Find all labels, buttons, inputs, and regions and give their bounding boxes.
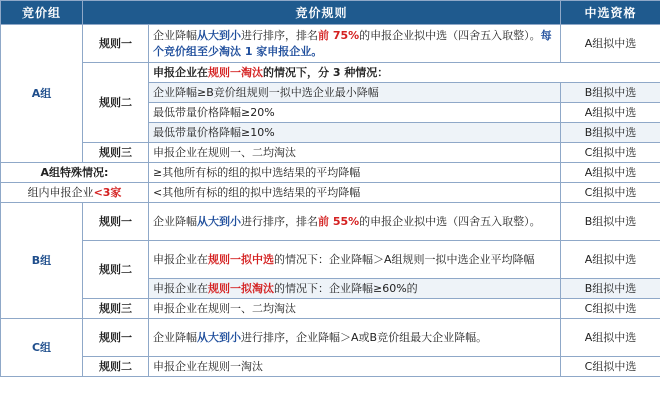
- a-rule3-row: [1, 143, 660, 163]
- header-qualification: 中选资格: [561, 1, 660, 25]
- b-rule3-label: 规则三: [83, 299, 149, 319]
- a-rule3-text: 申报企业在规则一、二均淘汰: [149, 143, 561, 163]
- c-rule2-label: 规则二: [83, 357, 149, 377]
- a-rule3-result: C组拟中选: [561, 143, 660, 163]
- b-rule1-result: B组拟中选: [561, 203, 660, 241]
- c-rule2-result: C组拟中选: [561, 357, 660, 377]
- a-rule2-case1-result: B组拟中选: [561, 83, 660, 103]
- b-rule2-case1-result: A组拟中选: [561, 241, 660, 279]
- b-rule2-case2-result: B组拟中选: [561, 279, 660, 299]
- c-rule1-result: A组拟中选: [561, 319, 660, 357]
- special-case1-text: ≥其他所有标的组的拟中选结果的平均降幅: [149, 163, 561, 183]
- b-rule2-label: 规则二: [83, 241, 149, 299]
- c-rule1-row: [1, 319, 660, 357]
- a-rule1-result: A组拟中选: [561, 25, 660, 63]
- a-rule2-case2-text: 最低带量价格降幅≥20%: [149, 103, 561, 123]
- a-rule2-case1-text: 企业降幅≥B竞价组规则一拟中选企业最小降幅: [149, 83, 561, 103]
- b-rule3-result: C组拟中选: [561, 299, 660, 319]
- b-rule1-label: 规则一: [83, 203, 149, 241]
- b-rule2-case2-text: 申报企业在规则一拟淘汰的情况下：企业降幅≥60%的: [149, 279, 561, 299]
- b-rule2-case1-text: 申报企业在规则一拟中选的情况下：企业降幅＞A组规则一拟中选企业平均降幅: [149, 241, 561, 279]
- b-rule1-row: [1, 203, 660, 241]
- a-rule2-case3-result: B组拟中选: [561, 123, 660, 143]
- c-rule2-row: [1, 357, 660, 377]
- group-c-label: C组: [1, 319, 83, 377]
- header-rules: 竞价规则: [83, 1, 561, 25]
- special-row-2: [1, 183, 660, 203]
- a-rule1-row: [1, 25, 660, 63]
- a-rule1-text: 企业降幅从大到小进行排序，排名前 75%的申报企业拟中选（四舍五入取整）。每个竞价组至少淘汰 1 家申报企业。: [149, 25, 561, 63]
- c-rule2-text: 申报企业在规则一淘汰: [149, 357, 561, 377]
- header-row: [1, 1, 660, 25]
- a-rule2-label: 规则二: [83, 63, 149, 143]
- special-title: A组特殊情况:: [1, 163, 149, 183]
- c-rule1-label: 规则一: [83, 319, 149, 357]
- a-rule2-case3-text: 最低带量价格降幅≥10%: [149, 123, 561, 143]
- b-rule2-case1-row: [1, 241, 660, 279]
- a-rule2-intro-row: [1, 63, 660, 83]
- special-row-1: [1, 163, 660, 183]
- b-rule1-text: 企业降幅从大到小进行排序，排名前 55%的申报企业拟中选（四舍五入取整）。: [149, 203, 561, 241]
- a-rule1-label: 规则一: [83, 25, 149, 63]
- a-rule2-intro: 申报企业在规则一淘汰的情况下，分 3 种情况：: [149, 63, 660, 83]
- b-rule3-text: 申报企业在规则一、二均淘汰: [149, 299, 561, 319]
- special-case1-result: A组拟中选: [561, 163, 660, 183]
- special-case2-result: C组拟中选: [561, 183, 660, 203]
- group-a-label: A组: [1, 25, 83, 163]
- header-group: 竞价组: [1, 1, 83, 25]
- c-rule1-text: 企业降幅从大到小进行排序，企业降幅＞A或B竞价组最大企业降幅。: [149, 319, 561, 357]
- a-rule2-case2-result: A组拟中选: [561, 103, 660, 123]
- special-condition: 组内申报企业<3家: [1, 183, 149, 203]
- b-rule3-row: [1, 299, 660, 319]
- a-rule3-label: 规则三: [83, 143, 149, 163]
- special-case2-text: <其他所有标的组的拟中选结果的平均降幅: [149, 183, 561, 203]
- group-b-label: B组: [1, 203, 83, 319]
